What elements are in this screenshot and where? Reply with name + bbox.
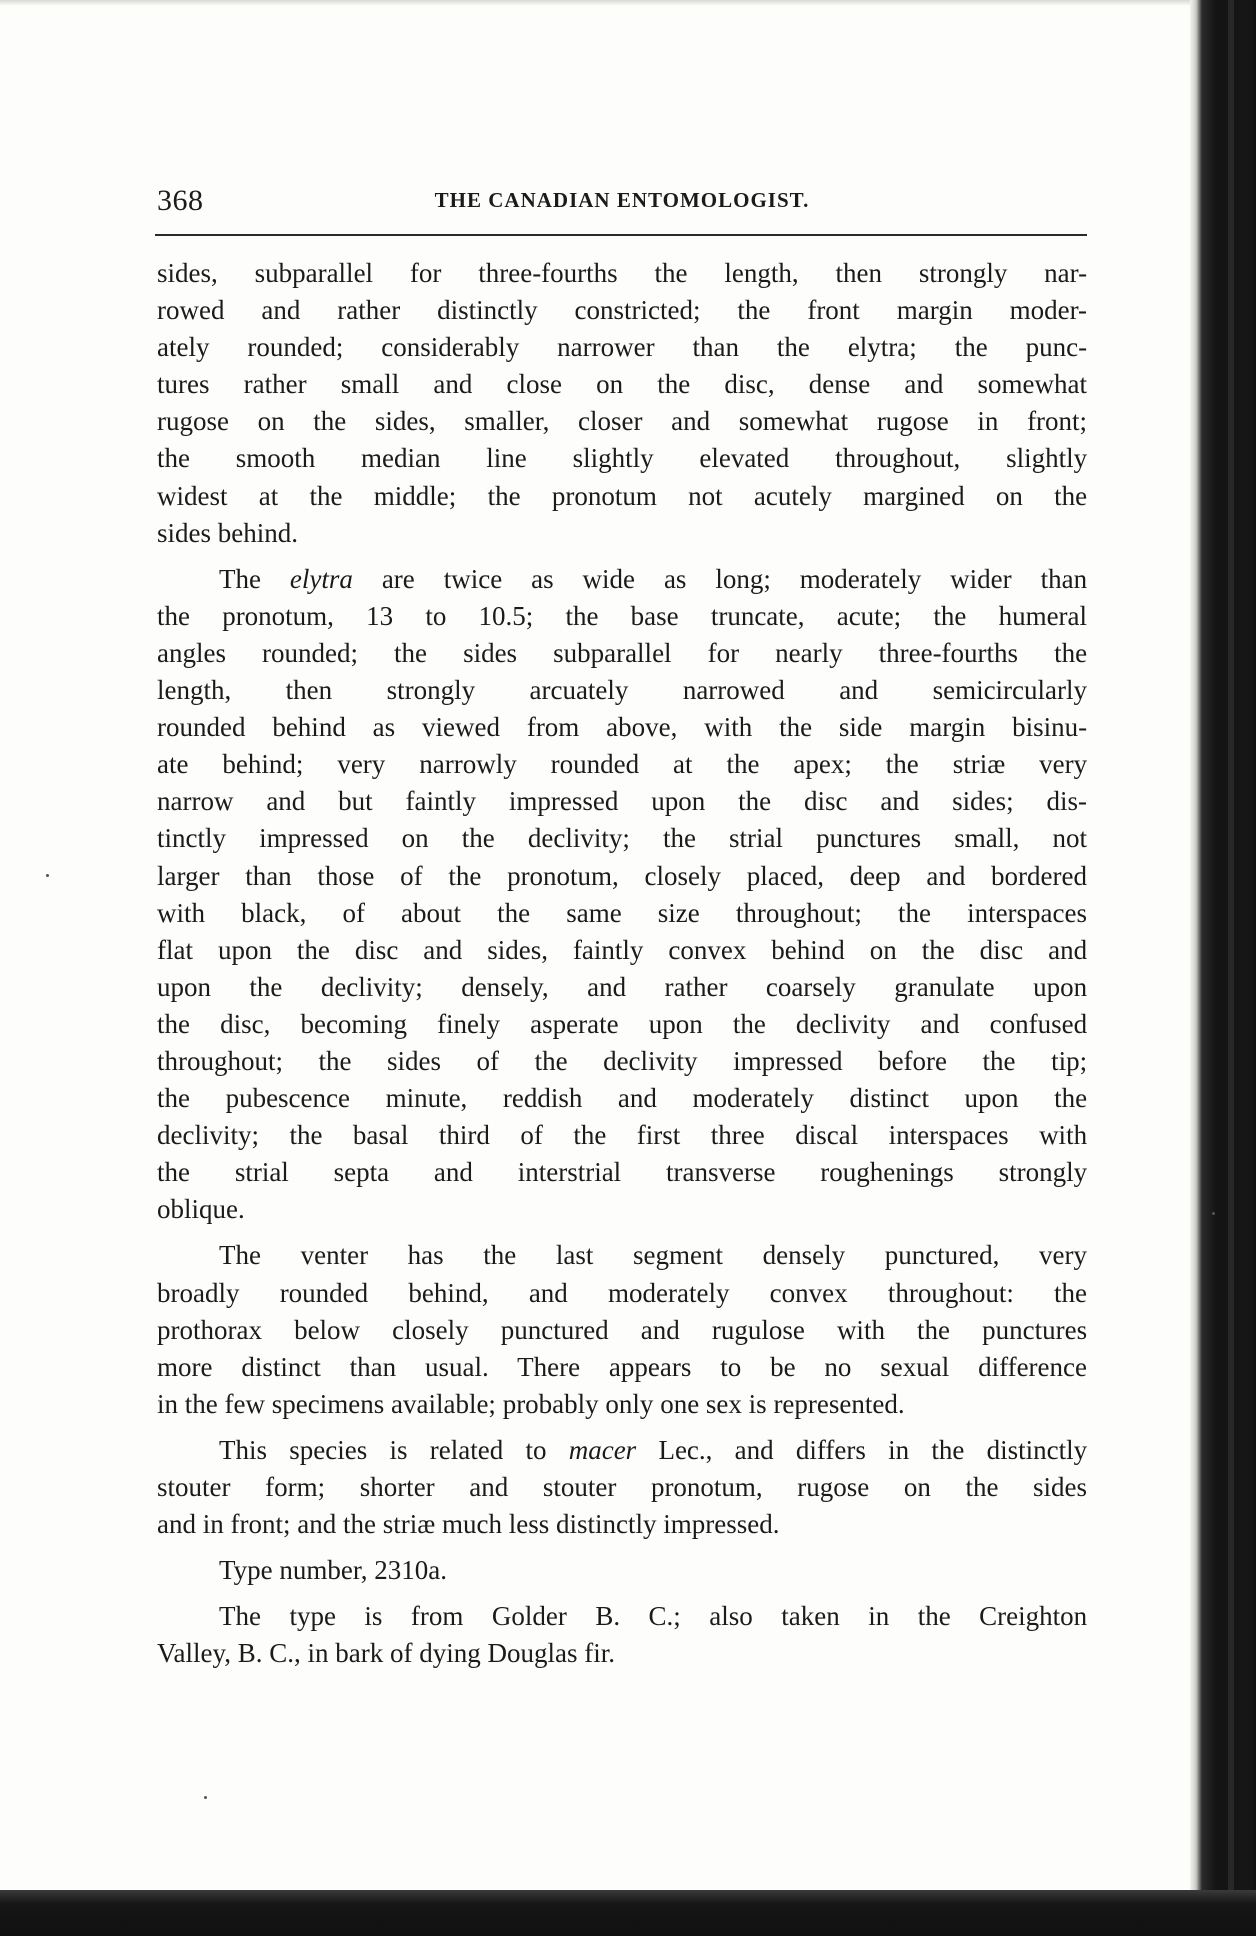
- text-line: sides behind.: [157, 517, 298, 548]
- text-line: larger than those of the pronotum, closely placed, deep and bordered: [157, 860, 1087, 891]
- text-line: with black, of about the same size throughout; the interspaces: [157, 897, 1088, 928]
- paper-speck: [1212, 1212, 1215, 1215]
- text-line: broadly rounded behind, and moderately convex throughout: the: [157, 1277, 1088, 1308]
- book-spine-edge: [1190, 0, 1256, 1936]
- text-line: tures rather small and close on the disc, dense and somewhat: [157, 369, 1088, 400]
- text-line: angles rounded; the sides subparallel for nearly three-fourths the: [157, 637, 1088, 668]
- text-line: Valley, B. C., in bark of dying Douglas fir.: [157, 1638, 616, 1669]
- paragraph: [157, 1432, 1087, 1543]
- page-header: [157, 184, 1087, 218]
- text-line: sides, subparallel for three-fourths the length, then strongly nar-: [157, 258, 1088, 288]
- text-line: tinctly impressed on the declivity; the strial punctures small, not: [157, 823, 1088, 854]
- text-line: the pubescence minute, reddish and moderately distinct upon the: [157, 1083, 1088, 1114]
- paragraph: [157, 1552, 1087, 1589]
- text-line: ate behind; very narrowly rounded at the apex; the striæ very: [157, 749, 1088, 780]
- text-line: rugose on the sides, smaller, closer and somewhat rugose in front;: [157, 406, 1088, 437]
- text-line: length, then strongly arcuately narrowed and semicircularly: [157, 675, 1088, 706]
- text-line: rounded behind as viewed from above, with the side margin bisinu-: [157, 712, 1088, 743]
- text-line: The elytra are twice as wide as long; moderately wider than: [219, 563, 1088, 594]
- text-line: the strial septa and interstrial transverse roughenings strongly: [157, 1157, 1088, 1188]
- text-line: the disc, becoming finely asperate upon the declivity and confused: [157, 1008, 1088, 1039]
- text-line: stouter form; shorter and stouter pronotum, rugose on the sides: [157, 1472, 1088, 1502]
- text-line: The type is from Golder B. C.; also taken in the Creighton: [219, 1601, 1088, 1632]
- page-top-shadow: [0, 0, 1256, 6]
- text-line: more distinct than usual. There appears to be no sexual difference: [157, 1351, 1088, 1382]
- paragraph: [157, 561, 1087, 1229]
- text-line: oblique.: [157, 1194, 245, 1225]
- paper-speck: [46, 874, 49, 877]
- text-line: narrow and but faintly impressed upon the disc and sides; dis-: [157, 786, 1088, 817]
- text-line: Type number, 2310a.: [219, 1555, 447, 1586]
- header-rule: [155, 234, 1087, 236]
- paragraph: [157, 1598, 1087, 1672]
- text-line: prothorax below closely punctured and rugulose with the punctures: [157, 1314, 1088, 1345]
- text-line: widest at the middle; the pronotum not acutely margined on the: [157, 480, 1088, 511]
- paragraph: [157, 255, 1087, 552]
- page-number: 368: [157, 184, 204, 217]
- text-line: ately rounded; considerably narrower than the elytra; the punc-: [157, 332, 1088, 363]
- text-line: in the few specimens available; probably only one sex is represented.: [157, 1388, 905, 1419]
- body-text: [157, 255, 1087, 1672]
- text-line: declivity; the basal third of the first three discal interspaces with: [157, 1120, 1088, 1151]
- paragraph: [157, 1237, 1087, 1422]
- text-line: throughout; the sides of the declivity impressed before the tip;: [157, 1045, 1088, 1076]
- text-line: the smooth median line slightly elevated throughout, slightly: [157, 443, 1088, 474]
- book-spine-highlight: [1228, 0, 1234, 1936]
- text-line: The venter has the last segment densely punctured, very: [219, 1240, 1087, 1271]
- text-line: and in front; and the striæ much less distinctly impressed.: [157, 1509, 780, 1540]
- text-line: flat upon the disc and sides, faintly convex behind on the disc and: [157, 934, 1088, 965]
- text-line: the pronotum, 13 to 10.5; the base truncate, acute; the humeral: [157, 600, 1088, 631]
- text-line: rowed and rather distinctly constricted; the front margin moder-: [157, 295, 1088, 326]
- text-line: upon the declivity; densely, and rather coarsely granulate upon: [157, 971, 1088, 1002]
- paper-speck: [204, 1796, 207, 1799]
- text-line: This species is related to macer Lec., and differs in the distinctly: [219, 1434, 1088, 1465]
- running-head: THE CANADIAN ENTOMOLOGIST.: [434, 188, 810, 212]
- page-bottom-edge: [0, 1890, 1256, 1936]
